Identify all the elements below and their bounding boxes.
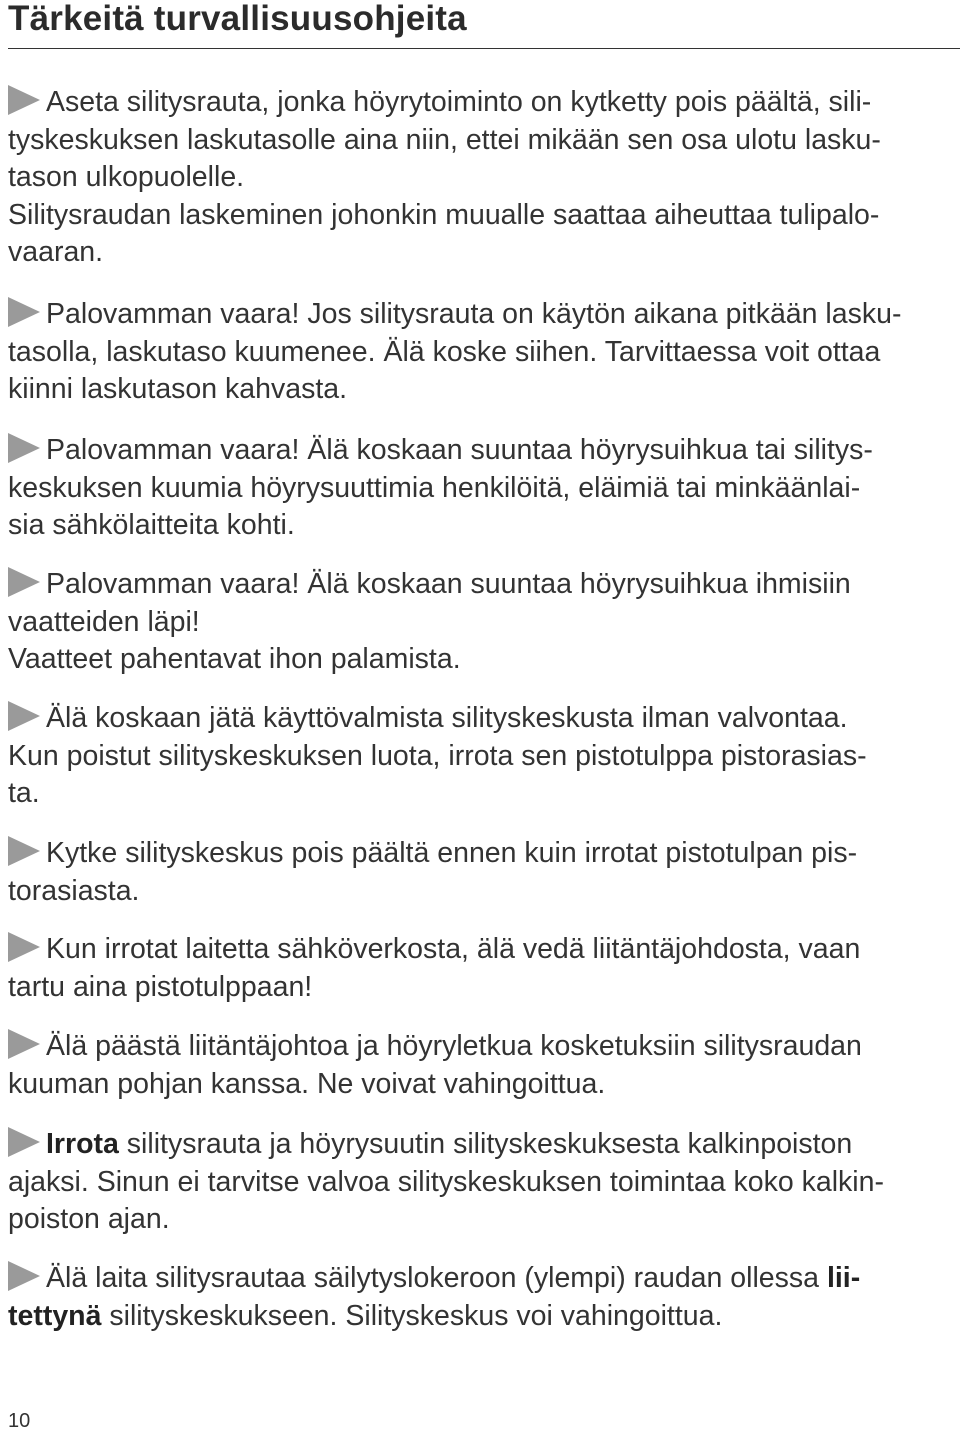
- safety-instruction-9: [8, 1126, 948, 1239]
- instruction-line: [8, 1298, 948, 1336]
- safety-instruction-5: [8, 700, 948, 813]
- instruction-text: Älä laita silitysrautaa säilytyslokeroon (ylempi) raudan ollessa: [46, 1262, 827, 1294]
- arrow-bullet-icon: [8, 433, 40, 463]
- instruction-text: Palovamman vaara! Älä koskaan suuntaa höyrysuihkua tai silitys-: [46, 434, 873, 466]
- safety-instruction-4: [8, 566, 948, 679]
- instruction-line: poiston ajan.: [8, 1203, 170, 1235]
- instruction-line: tyskeskuksen laskutasolle aina niin, ettei mikään sen osa ulotu lasku-: [8, 123, 881, 156]
- instruction-line: [8, 1126, 948, 1164]
- instruction-line: Silitysraudan laskeminen johonkin muualle saattaa aiheuttaa tulipalo-: [8, 198, 880, 231]
- instruction-text: Älä koskaan jätä käyttövalmista silityskeskusta ilman valvontaa.: [46, 702, 848, 734]
- arrow-bullet-icon: [8, 85, 40, 115]
- instruction-line: [8, 84, 948, 122]
- instruction-line: Kun poistut silityskeskuksen luota, irrota sen pistotulppa pistorasias-: [8, 739, 867, 772]
- instruction-line: keskuksen kuumia höyrysuuttimia henkilöitä, eläimiä tai minkäänlai-: [8, 471, 861, 504]
- instruction-line: tasolla, laskutaso kuumenee. Älä koske siihen. Tarvittaessa voit ottaa: [8, 335, 881, 368]
- instruction-line: tartu aina pistotulppaan!: [8, 970, 313, 1003]
- instruction-text: Kytke silityskeskus pois päältä ennen kuin irrotat pistotulpan pis-: [46, 837, 858, 869]
- instruction-line: kuuman pohjan kanssa. Ne voivat vahingoittua.: [8, 1067, 606, 1100]
- instruction-line: [8, 566, 948, 604]
- safety-instruction-10: [8, 1260, 948, 1335]
- safety-instruction-2: [8, 296, 948, 409]
- arrow-bullet-icon: [8, 1127, 40, 1157]
- instruction-line: kiinni laskutason kahvasta.: [8, 373, 348, 405]
- safety-instruction-8: [8, 1028, 948, 1103]
- arrow-bullet-icon: [8, 567, 40, 597]
- instruction-line: [8, 835, 948, 873]
- instruction-line: [8, 1028, 948, 1066]
- page-title: Tärkeitä turvallisuusohjeita: [8, 0, 467, 38]
- emphasis-text: lii-: [826, 1262, 861, 1294]
- instruction-line: vaaran.: [8, 236, 104, 268]
- arrow-bullet-icon: [8, 836, 40, 866]
- safety-instruction-3: [8, 432, 948, 545]
- safety-instruction-6: [8, 835, 948, 910]
- emphasis-text: tettynä: [8, 1299, 102, 1332]
- instruction-line: [8, 296, 948, 334]
- instruction-line: [8, 1260, 948, 1298]
- title-underline: [8, 48, 960, 49]
- instruction-line: ajaksi. Sinun ei tarvitse valvoa silityskeskuksen toimintaa koko kalkin-: [8, 1165, 884, 1198]
- instruction-line: [8, 931, 948, 969]
- instruction-line: ta.: [8, 777, 40, 809]
- instruction-text: Kun irrotat laitetta sähköverkosta, älä vedä liitäntäjohdosta, vaan: [46, 933, 861, 965]
- instruction-line: [8, 432, 948, 470]
- instruction-line: torasiasta.: [8, 874, 140, 907]
- instruction-line: [8, 700, 948, 738]
- arrow-bullet-icon: [8, 701, 40, 731]
- emphasis-text: Irrota: [46, 1128, 119, 1160]
- page-number: 10: [8, 1410, 31, 1432]
- instruction-text: Palovamman vaara! Jos silitysrauta on käytön aikana pitkään lasku-: [46, 298, 902, 330]
- arrow-bullet-icon: [8, 932, 40, 962]
- arrow-bullet-icon: [8, 1029, 40, 1059]
- arrow-bullet-icon: [8, 1261, 40, 1291]
- instruction-text: Aseta silitysrauta, jonka höyrytoiminto on kytketty pois päältä, sili-: [46, 86, 872, 118]
- instruction-line: tason ulkopuolelle.: [8, 161, 245, 193]
- instruction-line: sia sähkölaitteita kohti.: [8, 509, 295, 541]
- safety-instruction-1: [8, 84, 948, 272]
- instruction-text: Palovamman vaara! Älä koskaan suuntaa höyrysuihkua ihmisiin: [46, 568, 851, 600]
- instruction-line: vaatteiden läpi!: [8, 605, 200, 638]
- instruction-text: Älä päästä liitäntäjohtoa ja höyryletkua kosketuksiin silitysraudan: [46, 1030, 862, 1062]
- instruction-text: silitysrauta ja höyrysuutin silityskeskuksesta kalkinpoiston: [118, 1128, 853, 1160]
- instruction-line: Vaatteet pahentavat ihon palamista.: [8, 643, 461, 675]
- arrow-bullet-icon: [8, 297, 40, 327]
- instruction-text: silityskeskukseen. Silityskeskus voi vahingoittua.: [101, 1299, 723, 1332]
- safety-instruction-7: [8, 931, 948, 1006]
